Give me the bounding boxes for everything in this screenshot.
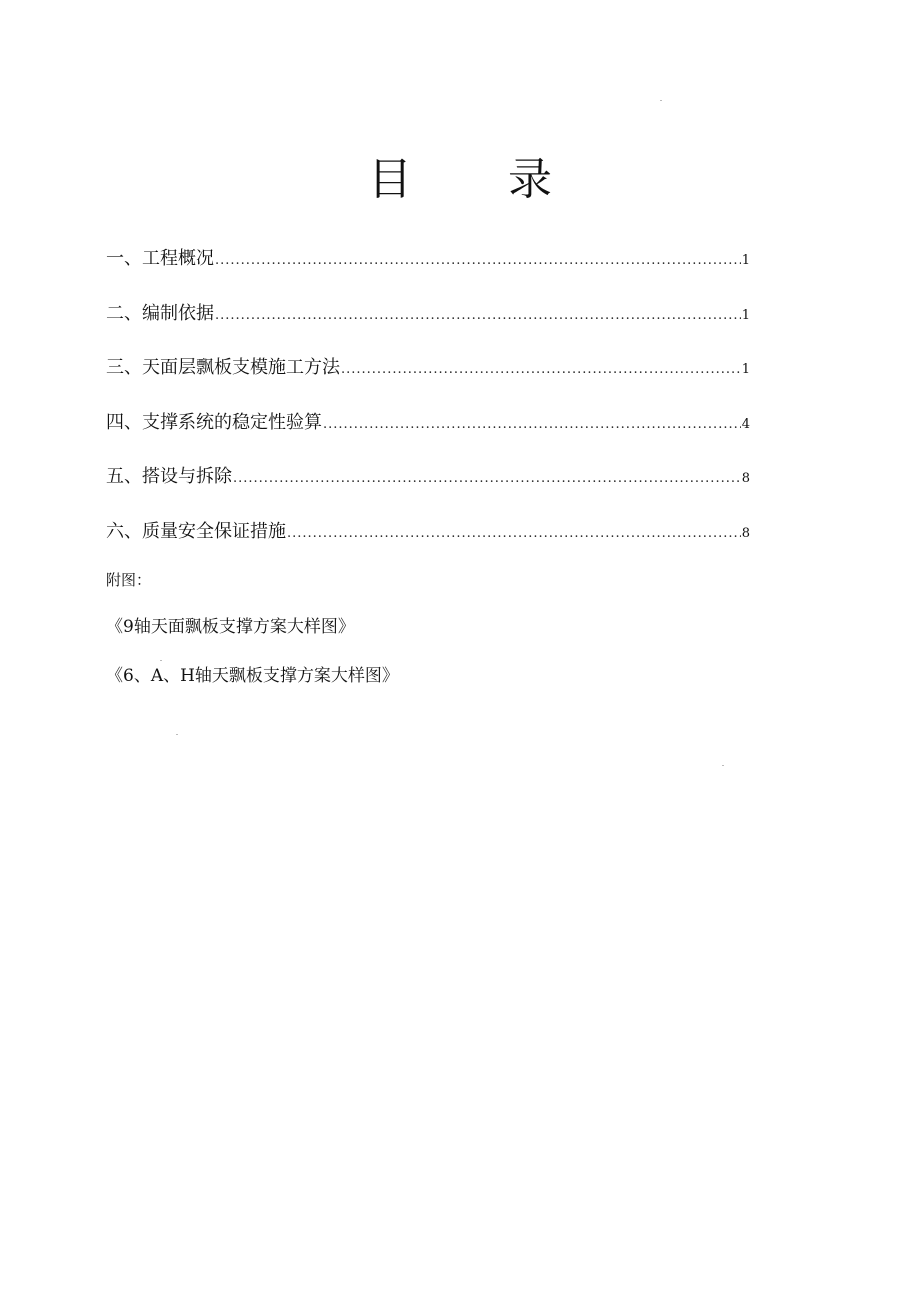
toc-entry-3[interactable] [106,353,750,408]
toc-entry-label: 一、工程概况 [106,248,214,269]
toc-leader-dots [287,519,741,549]
toc-leader-dots [341,355,741,385]
appendix-item-1[interactable]: 《9轴天面飘板支撑方案大样图》 [106,617,355,637]
toc-entry-4[interactable] [106,408,750,463]
toc-entry-page: 8 [741,471,750,486]
toc-entry-label: 四、支撑系统的稳定性验算 [106,411,322,433]
table-of-contents [106,244,750,571]
appendix-item-2[interactable]: 《6、A、H轴天飘板支撑方案大样图》 [106,666,399,686]
toc-entry-5[interactable] [106,462,750,517]
toc-entry-6[interactable] [106,517,750,572]
toc-entry-page: 4 [741,416,750,432]
scan-speck [176,734,178,735]
title-char-1: 目 [368,154,412,205]
toc-entry-1[interactable] [106,244,750,299]
toc-leader-dots [323,410,741,440]
toc-entry-label: 五、搭设与拆除 [106,466,232,487]
toc-entry-label: 六、质量安全保证措施 [106,520,286,542]
toc-leader-dots [233,464,741,494]
appendix-label: 附图： [106,571,152,589]
toc-entry-page: 1 [741,307,750,323]
toc-entry-2[interactable] [106,299,750,354]
page-title [0,150,920,210]
toc-leader-dots [215,246,741,276]
toc-entry-label: 二、编制依据 [106,302,214,324]
toc-entry-page: 8 [741,525,750,541]
scan-speck [722,765,724,766]
toc-entry-page: 1 [741,253,750,268]
title-char-2: 录 [508,154,552,205]
toc-entry-label: 三、天面层飘板支模施工方法 [106,357,340,378]
scan-speck [660,100,662,101]
scan-speck [160,660,162,661]
toc-leader-dots [215,301,741,331]
toc-entry-page: 1 [741,362,750,377]
